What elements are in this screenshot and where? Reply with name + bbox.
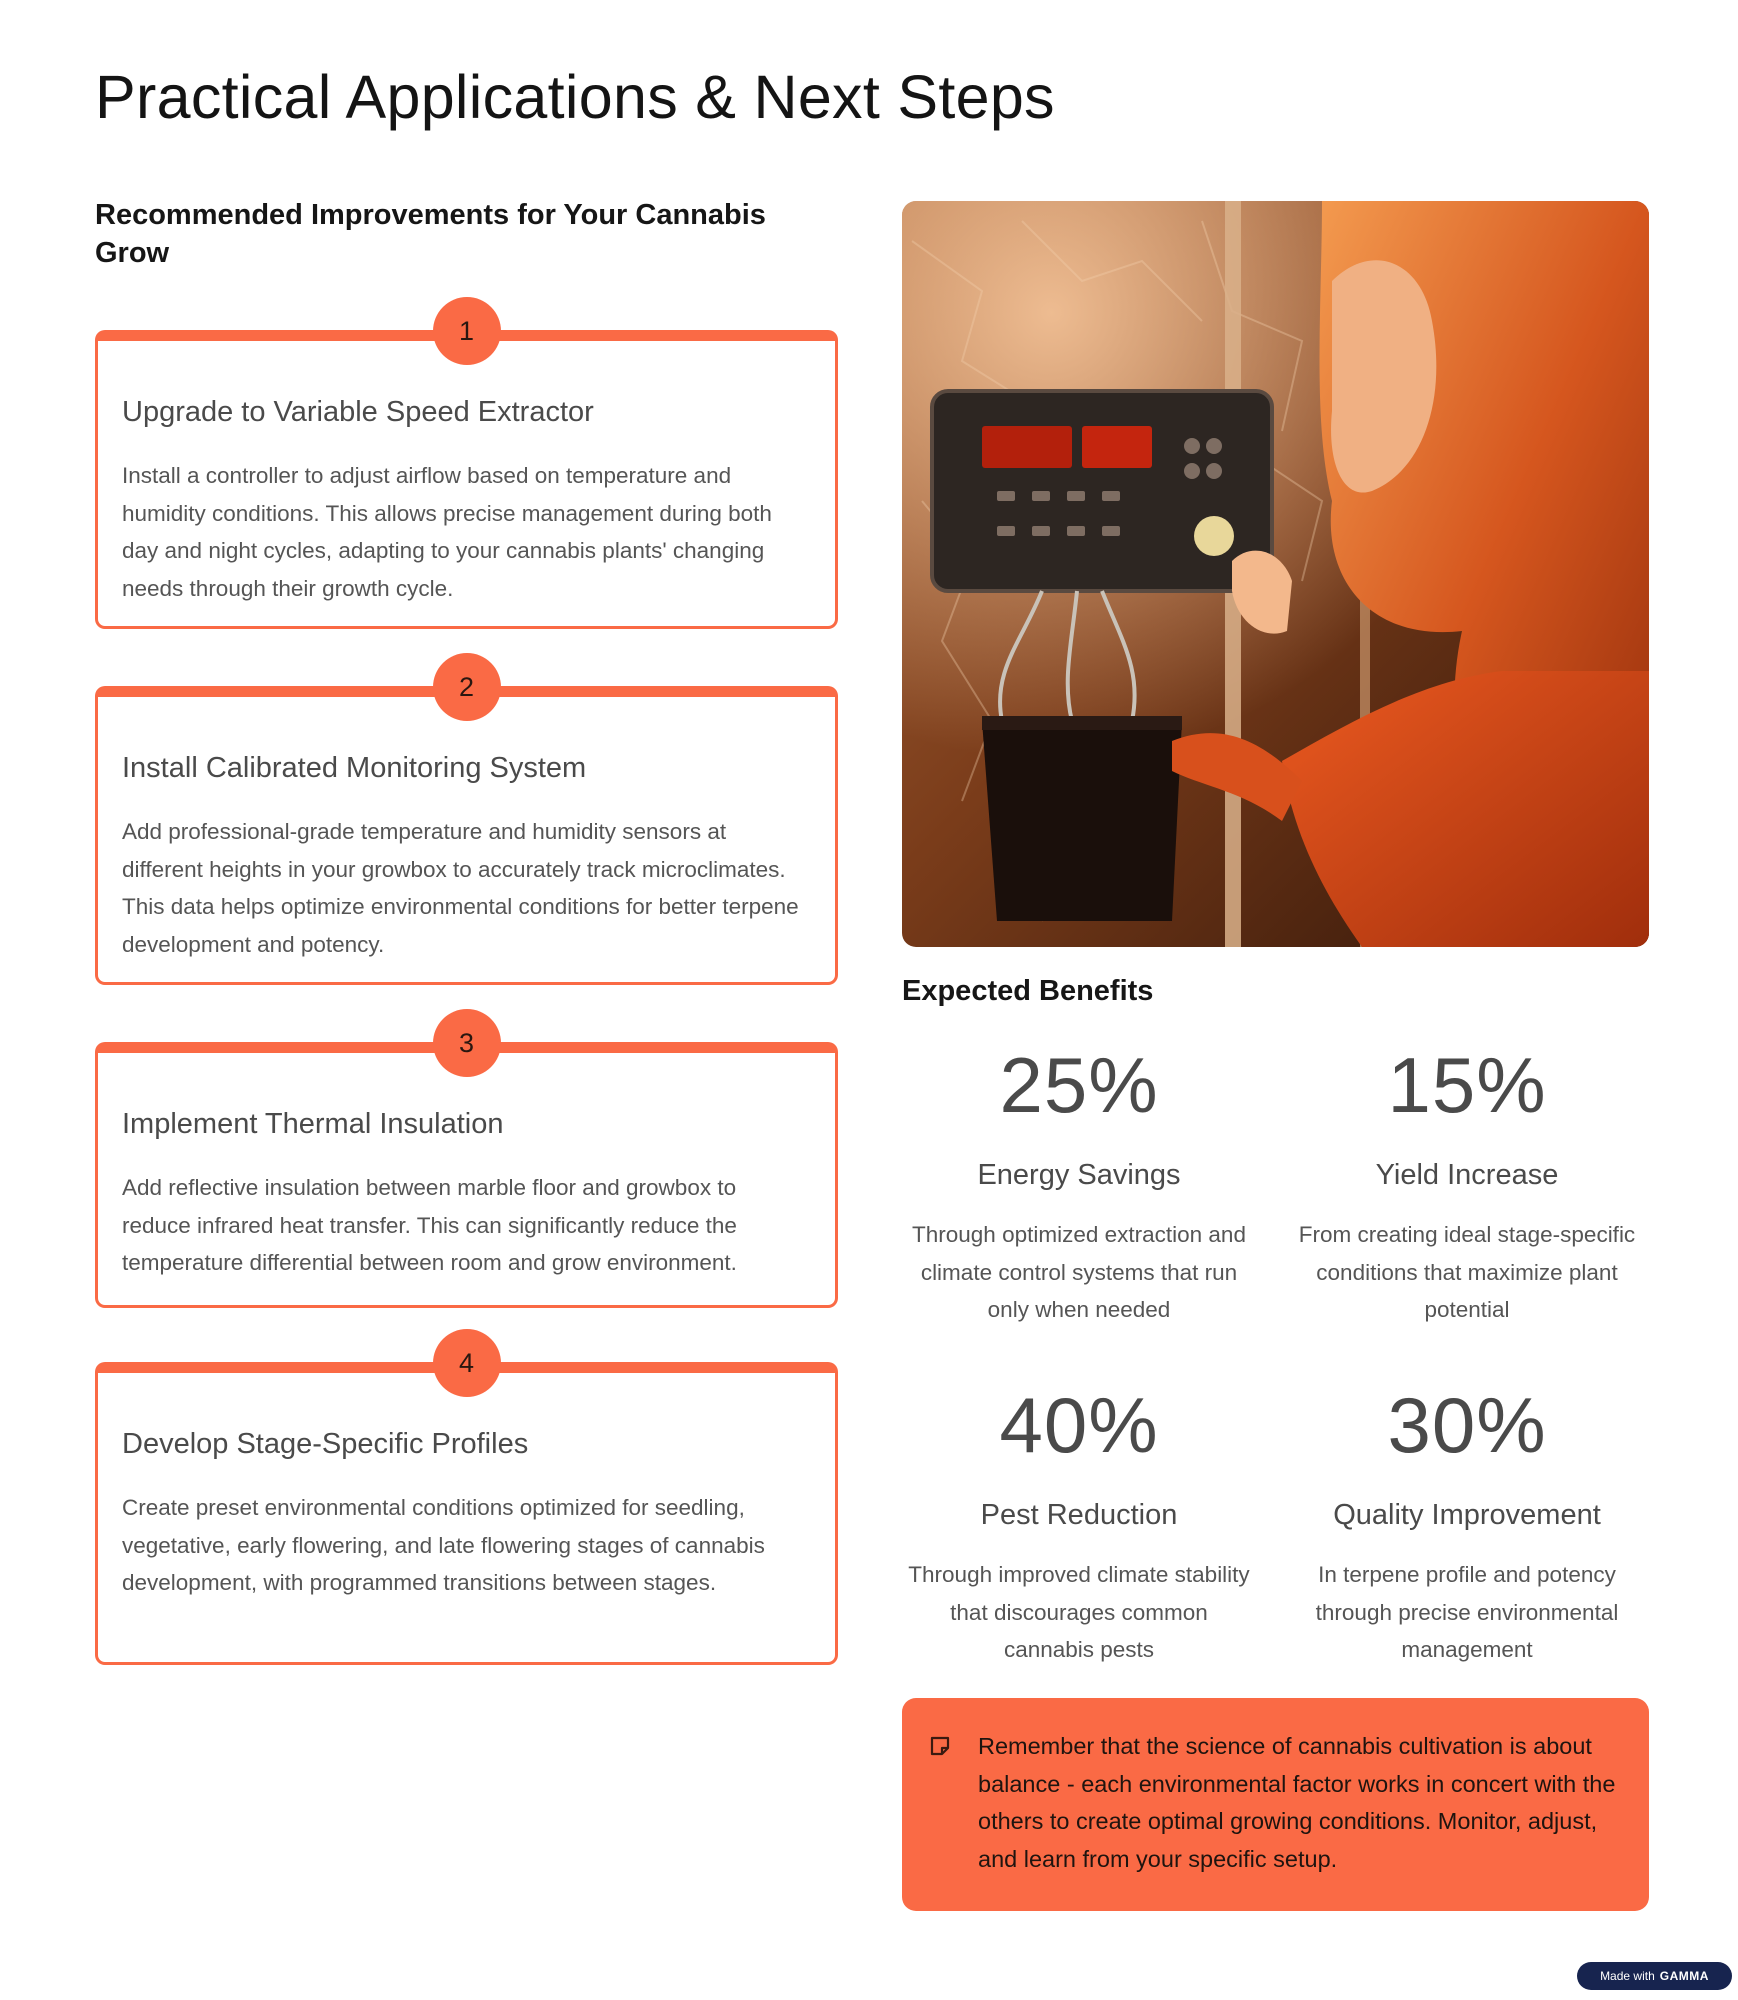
benefit-label: Pest Reduction [980, 1499, 1178, 1531]
benefit-description: From creating ideal stage-specific conditions that maximize plant potential [1298, 1222, 1636, 1322]
benefit-value: 25% [999, 1041, 1159, 1129]
benefit-pest-reduction [893, 1380, 1265, 1669]
benefit-yield-increase [1281, 1040, 1653, 1329]
step-title: Implement Thermal Insulation [122, 1108, 504, 1140]
callout-box [902, 1698, 1649, 1911]
benefit-description: Through optimized extraction and climate control systems that run only when needed [912, 1222, 1246, 1322]
badge-prefix: Made with [1600, 1969, 1655, 1983]
benefit-value: 40% [999, 1381, 1159, 1469]
benefit-quality-improvement [1281, 1380, 1653, 1669]
step-number-badge: 4 [433, 1329, 501, 1397]
step-number-badge: 3 [433, 1009, 501, 1077]
benefit-label: Yield Increase [1375, 1159, 1559, 1191]
note-icon [928, 1734, 952, 1758]
step-card-2 [95, 671, 838, 985]
step-number-badge: 1 [433, 297, 501, 365]
step-title: Upgrade to Variable Speed Extractor [122, 396, 594, 428]
benefit-energy-savings [893, 1040, 1265, 1329]
made-with-badge[interactable] [1577, 1962, 1732, 1990]
step-card-1 [95, 315, 838, 629]
page-title: Practical Applications & Next Steps [95, 63, 1055, 131]
step-description: Create preset environmental conditions optimized for seedling, vegetative, early flowering, and late flowering stages of cannabis development, with programmed transitions between stages. [122, 1495, 765, 1595]
step-title: Install Calibrated Monitoring System [122, 752, 587, 784]
benefits-heading: Expected Benefits [902, 975, 1154, 1007]
benefit-description: In terpene profile and potency through precise environmental management [1315, 1562, 1619, 1662]
step-title: Develop Stage-Specific Profiles [122, 1428, 529, 1460]
benefit-value: 30% [1387, 1381, 1547, 1469]
benefit-label: Energy Savings [977, 1159, 1181, 1191]
step-card-3 [95, 1027, 838, 1308]
badge-brand-logo: GAMMA [1659, 1969, 1709, 1983]
benefit-description: Through improved climate stability that discourages common cannabis pests [908, 1562, 1250, 1662]
recommendations-heading: Recommended Improvements for Your Cannabis Grow [95, 199, 766, 269]
callout-text: Remember that the science of cannabis cultivation is about balance - each environmental factor works in concert with the others to create optimal growing conditions. Monitor, adjust, and learn from your specific setup. [978, 1733, 1616, 1872]
step-card-4 [95, 1347, 838, 1665]
step-number-badge: 2 [433, 653, 501, 721]
benefit-label: Quality Improvement [1333, 1499, 1601, 1531]
step-description: Add professional-grade temperature and humidity sensors at different heights in your growbox to accurately track microclimates. This data helps optimize environmental conditions for better terpene development and potency. [122, 819, 799, 957]
step-description: Install a controller to adjust airflow based on temperature and humidity conditions. This allows precise management during both day and night cycles, adapting to your cannabis plants' changing needs through their growth cycle. [122, 463, 772, 601]
grow-tent-controller-photo [902, 201, 1649, 947]
step-description: Add reflective insulation between marble floor and growbox to reduce infrared heat transfer. This can significantly reduce the temperature differential between room and grow environment. [122, 1175, 737, 1275]
benefit-value: 15% [1387, 1041, 1547, 1129]
